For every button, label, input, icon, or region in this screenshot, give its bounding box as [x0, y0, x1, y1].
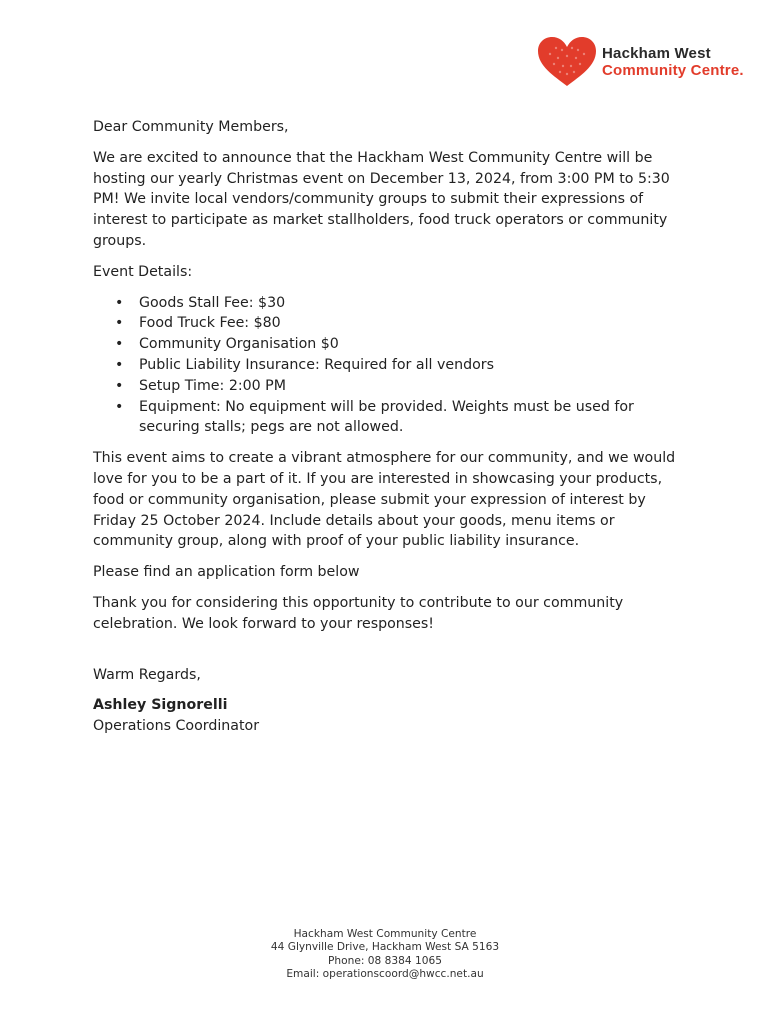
- footer: [0, 928, 770, 982]
- list-item: • Community Organisation $0: [139, 334, 683, 355]
- footer-org: Hackham West Community Centre: [293, 928, 477, 940]
- details-heading: Event Details:: [93, 263, 193, 280]
- body-paragraph: This event aims to create a vibrant atmosphere for our community, and we would love for you to be a part of it. If you are interested in showcasing your products, food or community organisation, please submit your expression of interest by Friday 25 October 2024. Include details about your goods, menu items or community group, along with proof of your public liability insurance.: [93, 450, 676, 550]
- greeting: Dear Community Members,: [93, 119, 289, 135]
- form-note: Please find an application form below: [93, 564, 360, 581]
- list-item: • Goods Stall Fee: $30: [139, 293, 683, 314]
- logo-subtitle: Community Centre.: [602, 62, 744, 79]
- closing: Warm Regards,: [93, 666, 201, 683]
- list-item: • Public Liability Insurance: Required for all vendors: [139, 355, 683, 376]
- heart-logo-icon: [536, 36, 598, 88]
- thanks-paragraph: Thank you for considering this opportunity to contribute to our community celebration. We look forward to your responses!: [93, 594, 624, 632]
- details-list: [93, 293, 683, 439]
- letter-body: [93, 117, 683, 737]
- logo: [536, 36, 761, 88]
- footer-email: Email: operationscoord@hwcc.net.au: [286, 968, 484, 981]
- logo-title: Hackham West: [602, 45, 711, 62]
- list-item: • Setup Time: 2:00 PM: [139, 376, 683, 397]
- signer-name: Ashley Signorelli: [93, 697, 228, 714]
- footer-phone: Phone: 08 8384 1065: [328, 954, 442, 967]
- list-item: • Equipment: No equipment will be provided. Weights must be used for securing stalls; pegs are not allowed.: [139, 397, 683, 439]
- intro-paragraph: We are excited to announce that the Hackham West Community Centre will be hosting our yearly Christmas event on December 13, 2024, from 3:00 PM to 5:30 PM! We invite local vendors/community groups to submit their expressions of interest to participate as market stallholders, food truck operators or community groups.: [93, 149, 670, 249]
- list-item: • Food Truck Fee: $80: [139, 313, 683, 334]
- signer-title: Operations Coordinator: [93, 718, 260, 735]
- footer-address: 44 Glynville Drive, Hackham West SA 5163: [270, 941, 500, 954]
